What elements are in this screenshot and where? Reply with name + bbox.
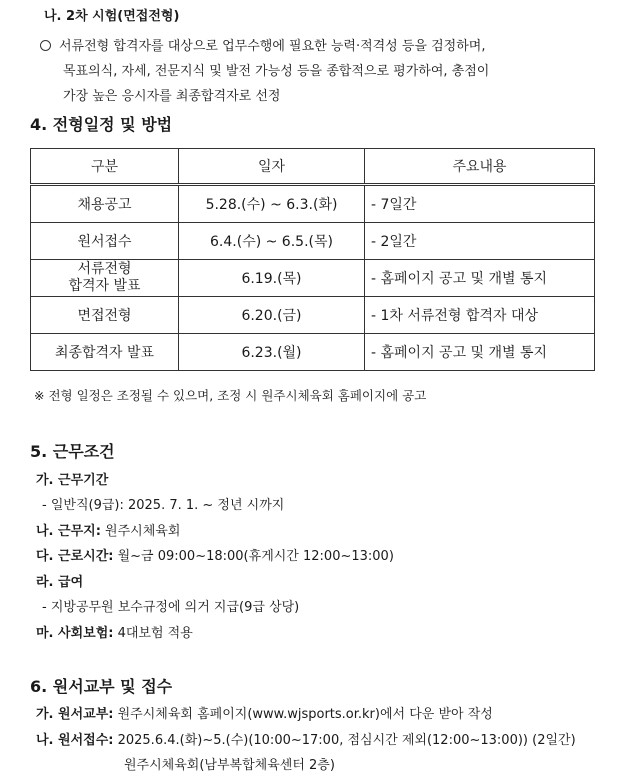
workplace-line — [36, 523, 180, 541]
application-form-label: 가. 원서교부: — [36, 707, 114, 722]
date-cell: 6.23.(월) — [179, 334, 365, 371]
column-header: 주요내용 — [365, 149, 595, 185]
salary-label: 라. 급여 — [36, 575, 84, 590]
table-row — [31, 185, 595, 223]
section-title-interview: 나. 2차 시험(면접전형) — [44, 9, 180, 24]
category-cell: 채용공고 — [31, 185, 179, 223]
workplace-value: 원주시체육회 — [100, 524, 181, 539]
table-row — [31, 297, 595, 334]
category-cell: 면접전형 — [31, 297, 179, 334]
application-receipt-location: 원주시체육회(남부복합체육센터 2층) — [124, 758, 335, 773]
section6-title: 6. 원서교부 및 접수 — [30, 677, 173, 696]
content-cell: - 2일간 — [365, 223, 595, 260]
schedule-table — [30, 148, 595, 371]
date-cell: 5.28.(수) ~ 6.3.(화) — [179, 185, 365, 223]
section-body-line: 목표의식, 자세, 전문지식 및 발전 가능성 등을 종합적으로 평가하여, 총점이 — [63, 64, 490, 79]
application-receipt-label: 나. 원서접수: — [36, 733, 114, 748]
date-cell: 6.19.(목) — [179, 260, 365, 297]
application-form-value: 원주시체육회 홈페이지(www.wjsports.or.kr)에서 다운 받아 작성 — [113, 707, 493, 722]
date-cell: 6.4.(수) ~ 6.5.(목) — [179, 223, 365, 260]
salary-detail: - 지방공무원 보수규정에 의거 지급(9급 상당) — [42, 600, 300, 615]
application-form-line — [36, 706, 493, 724]
section5-title: 5. 근무조건 — [30, 442, 115, 461]
circle-bullet-icon — [40, 40, 51, 51]
category-line: 서류전형 — [77, 261, 132, 277]
application-receipt-value: 2025.6.4.(화)~5.(수)(10:00~17:00, 점심시간 제외(12:00~13:00)) (2일간) — [113, 733, 576, 748]
category-cell: 최종합격자 발표 — [31, 334, 179, 371]
column-header: 구분 — [31, 149, 179, 185]
schedule-note: ※ 전형 일정은 조정될 수 있으며, 조정 시 원주시체육회 홈페이지에 공고 — [34, 388, 427, 403]
workplace-label: 나. 근무지: — [36, 524, 101, 539]
section-body-line — [40, 38, 486, 56]
body-text: 서류전형 합격자를 대상으로 업무수행에 필요한 능력·적격성 등을 검정하며, — [59, 39, 486, 54]
content-cell: - 홈페이지 공고 및 개별 통지 — [365, 334, 595, 371]
application-receipt-line — [36, 732, 576, 750]
work-period-label: 가. 근무기간 — [36, 473, 109, 488]
category-line: 합격자 발표 — [68, 278, 141, 294]
insurance-line — [36, 625, 193, 643]
table-row — [31, 260, 595, 297]
work-hours-value: 월~금 09:00~18:00(휴게시간 12:00~13:00) — [113, 549, 394, 564]
table-row — [31, 223, 595, 260]
category-cell: 원서접수 — [31, 223, 179, 260]
date-cell: 6.20.(금) — [179, 297, 365, 334]
table-row — [31, 334, 595, 371]
category-cell — [31, 260, 179, 297]
insurance-label: 마. 사회보험: — [36, 626, 114, 641]
table-header-row — [31, 149, 595, 185]
content-cell: - 1차 서류전형 합격자 대상 — [365, 297, 595, 334]
work-hours-line — [36, 548, 394, 566]
content-cell: - 7일간 — [365, 185, 595, 223]
content-cell: - 홈페이지 공고 및 개별 통지 — [365, 260, 595, 297]
work-period-detail: - 일반직(9급): 2025. 7. 1. ~ 정년 시까지 — [42, 498, 285, 513]
column-header: 일자 — [179, 149, 365, 185]
section4-title: 4. 전형일정 및 방법 — [30, 115, 173, 134]
work-hours-label: 다. 근로시간: — [36, 549, 114, 564]
section-body-line: 가장 높은 응시자를 최종합격자로 선정 — [63, 89, 281, 104]
insurance-value: 4대보험 적용 — [113, 626, 193, 641]
